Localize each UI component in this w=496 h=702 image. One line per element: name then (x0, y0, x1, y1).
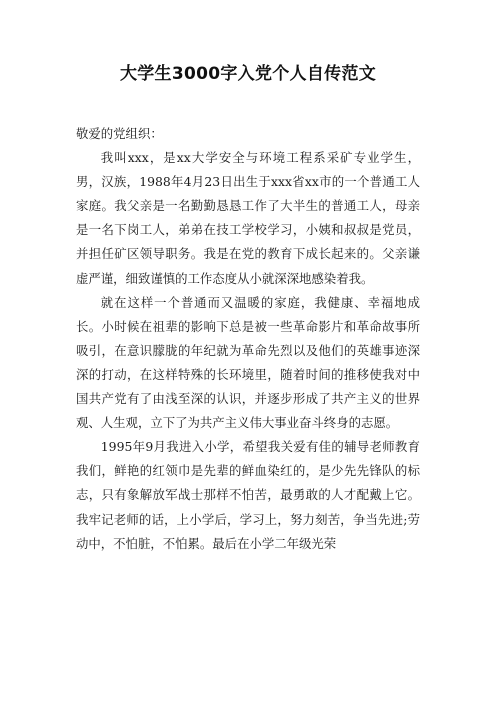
document-title: 大学生3000字入党个人自传范文 (119, 64, 377, 84)
paragraph-2: 就在这样一个普通而又温暖的家庭，我健康、幸福地成长。小时候在祖辈的影响下总是被一些革命影片和革命故事所吸引，在意识朦胧的年纪就为革命先烈以及他们的英雄事迹深深的打动，在这样特殊的长环境里，随着时间的推移使我对中国共产党有了由浅至深的认识，并逐步形成了共产主义的世界观、人生观，立下了为共产主义伟大事业奋斗终身的志愿。 (76, 294, 420, 431)
salutation: 敬爱的党组织： (76, 126, 163, 141)
document-body (76, 122, 420, 556)
paragraph-1: 我叫xxx，是xx大学安全与环境工程系采矿专业学生，男，汉族，1988年4月23日出生于xxx省xx市的一个普通工人家庭。我父亲是一名勤勤恳恳工作了大半生的普通工人，母亲是一名下岗工人，弟弟在技工学校学习，小姨和叔叔是党员，并担任矿区领导职务。我是在党的教育下成长起来的。父亲谦虚严谨，细致谨慎的工作态度从小就深深地感染着我。 (76, 150, 420, 286)
paragraph-3: 1995年9月我进入小学，希望我关爱有佳的辅导老师教育我们，鲜艳的红领巾是先辈的鲜血染红的，是少先先锋队的标志，只有象解放军战士那样不怕苦，最勇敢的人才配戴上它。我牢记老师的话，上小学后，学习上，努力刻苦，争当先进;劳动中，不怕脏，不怕累。最后在小学二年级光荣 (76, 439, 420, 551)
